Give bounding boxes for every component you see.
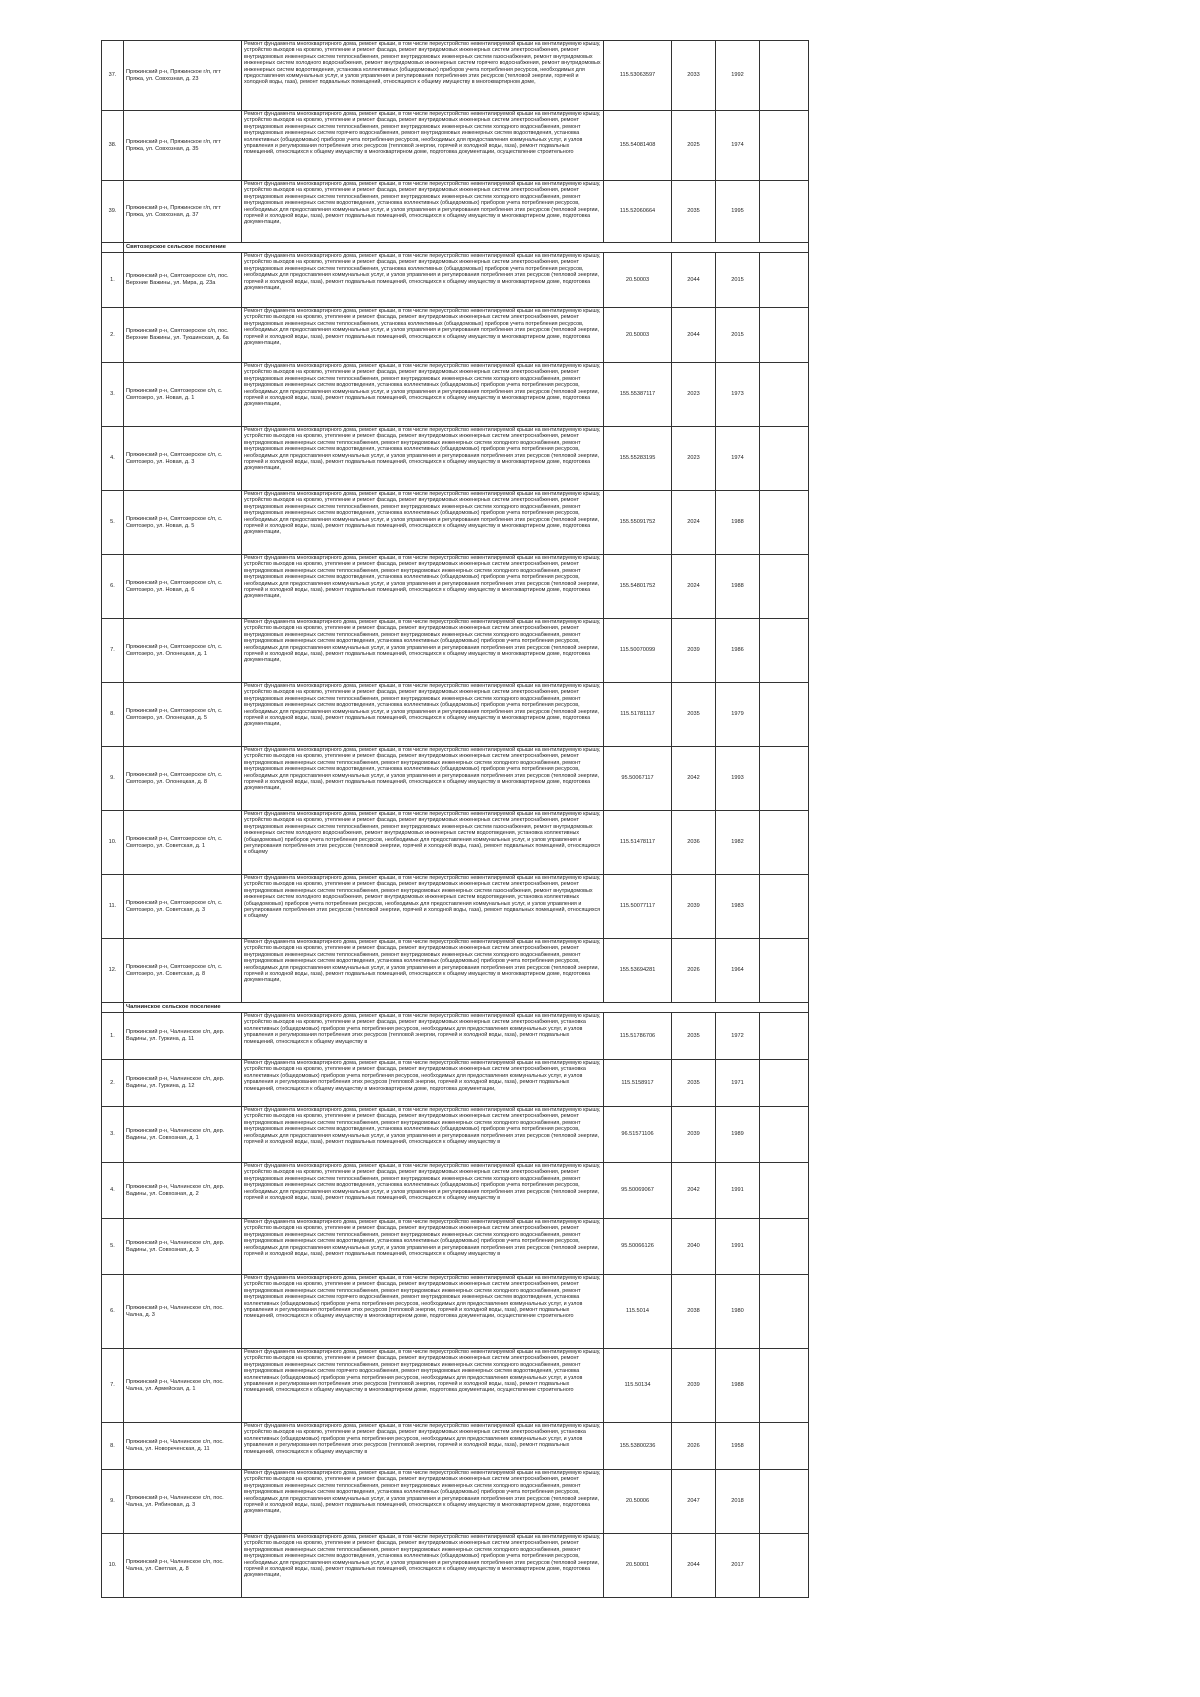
empty-cell: [760, 619, 809, 683]
row-number: 1.: [102, 1013, 124, 1060]
works-text: Ремонт фундамента многоквартирного дома, ремонт крыши, в том числе переустройство невентилируемой крыши на вентилируемую крышу, устройство выходов на кровлю, утепление и ремонт фасада, ремонт внутридомовых инженерных систем электроснабжения, установка коллективных (общедомовых) приборов учета потребления ресурсов, необходимых для предоставления коммунальных услуг, и узлов управления и регулирования потребления этих ресурсов (тепловой энергии, горячей и холодной воды, газа), ремонт подвальных помещений, относящихся к общему имуществу в: [244, 1423, 601, 1455]
row-number: 10.: [102, 811, 124, 875]
area-cell: 155.55387117: [604, 363, 672, 427]
empty-cell: [760, 1349, 809, 1423]
area-cell: 115.5014: [604, 1275, 672, 1349]
repair-program-table: [101, 40, 809, 1598]
works-text: Ремонт фундамента многоквартирного дома, ремонт крыши, в том числе переустройство невентилируемой крыши на вентилируемую крышу, устройство выходов на кровлю, утепление и ремонт фасада, ремонт внутридомовых инженерных систем электроснабжения, ремонт внутридомовых инженерных систем теплоснабжения, ремонт внутридомовых инженерных систем холодного водоснабжения, ремонт внутридомовых инженерных систем водоотведения, установка коллективных (общедомовых) приборов учета потребления ресурсов, необходимых для предоставления коммунальных услуг, и узлов управления и регулирования потребления этих ресурсов (тепловой энергии, горячей и холодной воды, газа), ремонт подвальных помещений, относящихся к общему имуществу в: [244, 1163, 601, 1201]
table-row: [102, 253, 809, 308]
row-number: 6.: [102, 555, 124, 619]
build-year-cell: 1979: [716, 683, 760, 747]
area-cell: 20.50003: [604, 253, 672, 308]
build-year-cell: 1988: [716, 555, 760, 619]
table-row: [102, 1349, 809, 1423]
works-description-cell: [242, 1013, 604, 1060]
area-cell: 115.51781117: [604, 683, 672, 747]
works-text: Ремонт фундамента многоквартирного дома, ремонт крыши, в том числе переустройство невентилируемой крыши на вентилируемую крышу, устройство выходов на кровлю, утепление и ремонт фасада, ремонт внутридомовых инженерных систем электроснабжения, ремонт внутридомовых инженерных систем теплоснабжения, ремонт внутридомовых инженерных систем холодного водоснабжения, ремонт внутридомовых инженерных систем водоотведения, установка коллективных (общедомовых) приборов учета потребления ресурсов, необходимых для предоставления коммунальных услуг, и узлов управления и регулирования потребления этих ресурсов (тепловой энергии, горячей и холодной воды, газа), ремонт подвальных помещений, относящихся к общему имуществу в: [244, 1219, 601, 1257]
build-year-cell: 1993: [716, 747, 760, 811]
works-text: Ремонт фундамента многоквартирного дома, ремонт крыши, в том числе переустройство невентилируемой крыши на вентилируемую крышу, устройство выходов на кровлю, утепление и ремонт фасада, ремонт внутридомовых инженерных систем электроснабжения, ремонт внутридомовых инженерных систем теплоснабжения, ремонт внутридомовых инженерных систем холодного водоснабжения, ремонт внутридомовых инженерных систем водоотведения, установка коллективных (общедомовых) приборов учета потребления ресурсов, необходимых для предоставления коммунальных услуг, и узлов управления и регулирования потребления этих ресурсов (тепловой энергии, горячей и холодной воды, газа), ремонт подвальных помещений, относящихся к общему имуществу в многоквартирном доме, подготовка документации,: [244, 555, 601, 600]
area-cell: 115.50070099: [604, 619, 672, 683]
plan-year-cell: 2042: [672, 1163, 716, 1219]
table-row: [102, 1060, 809, 1107]
address-cell: Пряжинский р-н, Чалнинское с/п, дер. Вадины, ул. Совхозная, д. 2: [124, 1163, 242, 1219]
build-year-cell: 1982: [716, 811, 760, 875]
works-text: Ремонт фундамента многоквартирного дома, ремонт крыши, в том числе переустройство невентилируемой крыши на вентилируемую крышу, устройство выходов на кровлю, утепление и ремонт фасада, ремонт внутридомовых инженерных систем электроснабжения, ремонт внутридомовых инженерных систем теплоснабжения, ремонт внутридомовых инженерных систем холодного водоснабжения, ремонт внутридомовых инженерных систем водоотведения, установка коллективных (общедомовых) приборов учета потребления ресурсов, необходимых для предоставления коммунальных услуг, и узлов управления и регулирования потребления этих ресурсов (тепловой энергии, горячей и холодной воды, газа), ремонт подвальных помещений, относящихся к общему имуществу в: [244, 1107, 601, 1145]
works-text: Ремонт фундамента многоквартирного дома, ремонт крыши, в том числе переустройство невентилируемой крыши на вентилируемую крышу, устройство выходов на кровлю, утепление и ремонт фасада, ремонт внутридомовых инженерных систем электроснабжения, ремонт внутридомовых инженерных систем теплоснабжения, ремонт внутридомовых инженерных систем холодного водоснабжения, ремонт внутридомовых инженерных систем водоотведения, установка коллективных (общедомовых) приборов учета потребления ресурсов, необходимых для предоставления коммунальных услуг, и узлов управления и регулирования потребления этих ресурсов (тепловой энергии, горячей и холодной воды, газа), ремонт подвальных помещений, относящихся к общему имуществу в многоквартирном доме, подготовка документации,: [244, 683, 601, 728]
works-text: Ремонт фундамента многоквартирного дома, ремонт крыши, в том числе переустройство невентилируемой крыши на вентилируемую крышу, устройство выходов на кровлю, утепление и ремонт фасада, ремонт внутридомовых инженерных систем электроснабжения, ремонт внутридомовых инженерных систем теплоснабжения, ремонт внутридомовых инженерных систем холодного водоснабжения, ремонт внутридомовых инженерных систем водоотведения, установка коллективных (общедомовых) приборов учета потребления ресурсов, необходимых для предоставления коммунальных услуг, и узлов управления и регулирования потребления этих ресурсов (тепловой энергии, горячей и холодной воды, газа), ремонт подвальных помещений, относящихся к общему имуществу в многоквартирном доме, подготовка документации,: [244, 619, 601, 664]
build-year-cell: 1991: [716, 1219, 760, 1275]
table-row: [102, 491, 809, 555]
address-cell: Пряжинский р-н, Святозерское с/п, с. Святозеро, ул. Новая, д. 1: [124, 363, 242, 427]
address-cell: Пряжинский р-н, Святозерское с/п, с. Святозеро, ул. Олонецкая, д. 5: [124, 683, 242, 747]
table-row: [102, 683, 809, 747]
address-cell: Пряжинский р-н, Чалнинское с/п, пос. Чална, ул. Армейская, д. 1: [124, 1349, 242, 1423]
plan-year-cell: 2044: [672, 253, 716, 308]
empty-cell: [760, 181, 809, 243]
table-row: [102, 555, 809, 619]
area-cell: 20.50001: [604, 1534, 672, 1598]
area-cell: 95.50066126: [604, 1219, 672, 1275]
works-description-cell: [242, 1470, 604, 1534]
build-year-cell: 1973: [716, 363, 760, 427]
build-year-cell: 1980: [716, 1275, 760, 1349]
plan-year-cell: 2025: [672, 111, 716, 181]
document-page: [101, 40, 808, 1598]
build-year-cell: 1974: [716, 427, 760, 491]
row-number: 6.: [102, 1275, 124, 1349]
row-number: 3.: [102, 1107, 124, 1163]
row-number: 8.: [102, 1423, 124, 1470]
table-row: [102, 363, 809, 427]
row-number: 9.: [102, 1470, 124, 1534]
works-description-cell: [242, 1275, 604, 1349]
table-row: [102, 1275, 809, 1349]
address-cell: Пряжинский р-н, Чалнинское с/п, дер. Вадины, ул. Гуркина, д. 11: [124, 1013, 242, 1060]
works-text: Ремонт фундамента многоквартирного дома, ремонт крыши, в том числе переустройство невентилируемой крыши на вентилируемую крышу, устройство выходов на кровлю, утепление и ремонт фасада, ремонт внутридомовых инженерных систем электроснабжения, ремонт внутридомовых инженерных систем теплоснабжения, ремонт внутридомовых инженерных систем холодного водоснабжения, ремонт внутридомовых инженерных систем горячего водоснабжения, ремонт внутридомовых инженерных систем водоотведения, установка коллективных (общедомовых) приборов учета потребления ресурсов, необходимых для предоставления коммунальных услуг, и узлов управления и регулирования потребления этих ресурсов (тепловой энергии, горячей и холодной воды, газа), ремонт подвальных помещений, относящихся к общему имуществу в многоквартирном доме, подготовка документации, осуществление строительного: [244, 1275, 601, 1320]
works-text: Ремонт фундамента многоквартирного дома, ремонт крыши, в том числе переустройство невентилируемой крыши на вентилируемую крышу, устройство выходов на кровлю, утепление и ремонт фасада, ремонт внутридомовых инженерных систем электроснабжения, ремонт внутридомовых инженерных систем теплоснабжения, ремонт внутридомовых инженерных систем холодного водоснабжения, ремонт внутридомовых инженерных систем водоотведения, установка коллективных (общедомовых) приборов учета потребления ресурсов, необходимых для предоставления коммунальных услуг, и узлов управления и регулирования потребления этих ресурсов (тепловой энергии, горячей и холодной воды, газа), ремонт подвальных помещений, относящихся к общему имуществу в многоквартирном доме, подготовка документации,: [244, 181, 601, 226]
build-year-cell: 1988: [716, 491, 760, 555]
table-row: [102, 1534, 809, 1598]
works-text: Ремонт фундамента многоквартирного дома, ремонт крыши, в том числе переустройство невентилируемой крыши на вентилируемую крышу, устройство выходов на кровлю, утепление и ремонт фасада, ремонт внутридомовых инженерных систем электроснабжения, ремонт внутридомовых инженерных систем теплоснабжения, ремонт внутридомовых инженерных систем холодного водоснабжения, ремонт внутридомовых инженерных систем водоотведения, установка коллективных (общедомовых) приборов учета потребления ресурсов, необходимых для предоставления коммунальных услуг, и узлов управления и регулирования потребления этих ресурсов (тепловой энергии, горячей и холодной воды, газа), ремонт подвальных помещений, относящихся к общему имуществу в многоквартирном доме, подготовка документации,: [244, 1534, 601, 1579]
area-cell: 115.50077117: [604, 875, 672, 939]
table-row: [102, 1470, 809, 1534]
empty-cell: [760, 875, 809, 939]
row-number: 1.: [102, 253, 124, 308]
row-number: 10.: [102, 1534, 124, 1598]
works-description-cell: [242, 875, 604, 939]
plan-year-cell: 2035: [672, 1060, 716, 1107]
table-row: [102, 1423, 809, 1470]
empty-cell: [760, 308, 809, 363]
build-year-cell: 1989: [716, 1107, 760, 1163]
works-text: Ремонт фундамента многоквартирного дома, ремонт крыши, в том числе переустройство невентилируемой крыши на вентилируемую крышу, устройство выходов на кровлю, утепление и ремонт фасада, ремонт внутридомовых инженерных систем электроснабжения, ремонт внутридомовых инженерных систем теплоснабжения, ремонт внутридомовых инженерных систем газоснабжения, ремонт внутридомовых инженерных систем холодного водоснабжения, ремонт внутридомовых инженерных систем водоотведения, установка коллективных (общедомовых) приборов учета потребления ресурсов, необходимых для предоставления коммунальных услуг, и узлов управления и регулирования потребления этих ресурсов (тепловой энергии, горячей и холодной воды, газа), ремонт подвальных помещений, относящихся к общему: [244, 811, 601, 856]
empty-cell: [760, 491, 809, 555]
build-year-cell: 1983: [716, 875, 760, 939]
plan-year-cell: 2039: [672, 619, 716, 683]
row-number: 9.: [102, 747, 124, 811]
plan-year-cell: 2023: [672, 363, 716, 427]
plan-year-cell: 2039: [672, 1107, 716, 1163]
address-cell: Пряжинский р-н, Святозерское с/п, с. Святозеро, ул. Новая, д. 5: [124, 491, 242, 555]
row-number: 12.: [102, 939, 124, 1003]
empty-cell: [760, 1470, 809, 1534]
plan-year-cell: 2044: [672, 1534, 716, 1598]
table-row: [102, 1219, 809, 1275]
row-number: 2.: [102, 1060, 124, 1107]
empty-cell: [760, 1060, 809, 1107]
empty-cell: [760, 427, 809, 491]
section-title: Святозерское сельское поселение: [124, 243, 809, 253]
works-description-cell: [242, 747, 604, 811]
works-description-cell: [242, 111, 604, 181]
empty-cell: [760, 41, 809, 111]
works-description-cell: [242, 1060, 604, 1107]
area-cell: 115.51786706: [604, 1013, 672, 1060]
empty-cell: [760, 747, 809, 811]
row-number: 5.: [102, 491, 124, 555]
build-year-cell: 2015: [716, 308, 760, 363]
table-row: [102, 811, 809, 875]
row-number: 3.: [102, 363, 124, 427]
section-number-cell: [102, 1003, 124, 1013]
works-text: Ремонт фундамента многоквартирного дома, ремонт крыши, в том числе переустройство невентилируемой крыши на вентилируемую крышу, устройство выходов на кровлю, утепление и ремонт фасада, ремонт внутридомовых инженерных систем электроснабжения, ремонт внутридомовых инженерных систем теплоснабжения, ремонт внутридомовых инженерных систем холодного водоснабжения, ремонт внутридомовых инженерных систем горячего водоснабжения, ремонт внутридомовых инженерных систем водоотведения, установка коллективных (общедомовых) приборов учета потребления ресурсов, необходимых для предоставления коммунальных услуг, и узлов управления и регулирования потребления этих ресурсов (тепловой энергии, горячей и холодной воды, газа), ремонт подвальных помещений, относящихся к общему имуществу в многоквартирном доме, подготовка документации, осуществление строительного: [244, 111, 601, 156]
empty-cell: [760, 1163, 809, 1219]
works-description-cell: [242, 427, 604, 491]
empty-cell: [760, 111, 809, 181]
address-cell: Пряжинский р-н, Святозерское с/п, с. Святозеро, ул. Советская, д. 3: [124, 875, 242, 939]
address-cell: Пряжинский р-н, Пряжинское г/п, пгт Пряжа, ул. Совхозная, д. 35: [124, 111, 242, 181]
area-cell: 20.50003: [604, 308, 672, 363]
works-description-cell: [242, 683, 604, 747]
works-text: Ремонт фундамента многоквартирного дома, ремонт крыши, в том числе переустройство невентилируемой крыши на вентилируемую крышу, устройство выходов на кровлю, утепление и ремонт фасада, ремонт внутридомовых инженерных систем электроснабжения, ремонт внутридомовых инженерных систем теплоснабжения, ремонт внутридомовых инженерных систем холодного водоснабжения, ремонт внутридомовых инженерных систем горячего водоснабжения, ремонт внутридомовых инженерных систем водоотведения, установка коллективных (общедомовых) приборов учета потребления ресурсов, необходимых для предоставления коммунальных услуг, и узлов управления и регулирования потребления этих ресурсов (тепловой энергии, горячей и холодной воды, газа), ремонт подвальных помещений, относящихся к общему имуществу в многоквартирном доме, подготовка документации, осуществление строительного: [244, 1349, 601, 1394]
empty-cell: [760, 939, 809, 1003]
table-row: [102, 1013, 809, 1060]
row-number: 4.: [102, 427, 124, 491]
address-cell: Пряжинский р-н, Святозерское с/п, с. Святозеро, ул. Олонецкая, д. 8: [124, 747, 242, 811]
table-row: [102, 427, 809, 491]
row-number: 8.: [102, 683, 124, 747]
build-year-cell: 2015: [716, 253, 760, 308]
works-text: Ремонт фундамента многоквартирного дома, ремонт крыши, в том числе переустройство невентилируемой крыши на вентилируемую крышу, устройство выходов на кровлю, утепление и ремонт фасада, ремонт внутридомовых инженерных систем электроснабжения, ремонт внутридомовых инженерных систем теплоснабжения, установка коллективных (общедомовых) приборов учета потребления ресурсов, необходимых для предоставления коммунальных услуг, и узлов управления и регулирования потребления этих ресурсов (тепловой энергии, горячей и холодной воды, газа), ремонт подвальных помещений, относящихся к общему имуществу в многоквартирном доме, подготовка документации,: [244, 253, 601, 291]
row-number: 11.: [102, 875, 124, 939]
address-cell: Пряжинский р-н, Святозерское с/п, пос. Верхние Важины, ул. Мира, д. 23а: [124, 253, 242, 308]
table-row: [102, 111, 809, 181]
works-description-cell: [242, 1423, 604, 1470]
works-text: Ремонт фундамента многоквартирного дома, ремонт крыши, в том числе переустройство невентилируемой крыши на вентилируемую крышу, устройство выходов на кровлю, утепление и ремонт фасада, ремонт внутридомовых инженерных систем электроснабжения, ремонт внутридомовых инженерных систем теплоснабжения, ремонт внутридомовых инженерных систем холодного водоснабжения, ремонт внутридомовых инженерных систем водоотведения, установка коллективных (общедомовых) приборов учета потребления ресурсов, необходимых для предоставления коммунальных услуг, и узлов управления и регулирования потребления этих ресурсов (тепловой энергии, горячей и холодной воды, газа), ремонт подвальных помещений, относящихся к общему имуществу в многоквартирном доме, подготовка документации,: [244, 747, 601, 792]
area-cell: 115.51478117: [604, 811, 672, 875]
area-cell: 115.53063597: [604, 41, 672, 111]
empty-cell: [760, 1275, 809, 1349]
build-year-cell: 1995: [716, 181, 760, 243]
works-description-cell: [242, 1107, 604, 1163]
table-row: [102, 308, 809, 363]
works-description-cell: [242, 811, 604, 875]
address-cell: Пряжинский р-н, Святозерское с/п, с. Святозеро, ул. Олонецкая, д. 1: [124, 619, 242, 683]
works-description-cell: [242, 1219, 604, 1275]
table-row: [102, 875, 809, 939]
works-text: Ремонт фундамента многоквартирного дома, ремонт крыши, в том числе переустройство невентилируемой крыши на вентилируемую крышу, устройство выходов на кровлю, утепление и ремонт фасада, ремонт внутридомовых инженерных систем электроснабжения, установка коллективных (общедомовых) приборов учета потребления ресурсов, необходимых для предоставления коммунальных услуг, и узлов управления и регулирования потребления этих ресурсов (тепловой энергии, горячей и холодной воды, газа), ремонт подвальных помещений, относящихся к общему имуществу в: [244, 1013, 601, 1045]
build-year-cell: 1991: [716, 1163, 760, 1219]
area-cell: 95.50067117: [604, 747, 672, 811]
works-text: Ремонт фундамента многоквартирного дома, ремонт крыши, в том числе переустройство невентилируемой крыши на вентилируемую крышу, устройство выходов на кровлю, утепление и ремонт фасада, ремонт внутридомовых инженерных систем электроснабжения, ремонт внутридомовых инженерных систем теплоснабжения, ремонт внутридомовых инженерных систем холодного водоснабжения, ремонт внутридомовых инженерных систем водоотведения, установка коллективных (общедомовых) приборов учета потребления ресурсов, необходимых для предоставления коммунальных услуг, и узлов управления и регулирования потребления этих ресурсов (тепловой энергии, горячей и холодной воды, газа), ремонт подвальных помещений, относящихся к общему имуществу в многоквартирном доме, подготовка документации,: [244, 491, 601, 536]
plan-year-cell: 2024: [672, 555, 716, 619]
section-header-row: [102, 1003, 809, 1013]
row-number: 38.: [102, 111, 124, 181]
works-description-cell: [242, 181, 604, 243]
plan-year-cell: 2047: [672, 1470, 716, 1534]
build-year-cell: 1974: [716, 111, 760, 181]
plan-year-cell: 2039: [672, 875, 716, 939]
works-description-cell: [242, 1163, 604, 1219]
works-text: Ремонт фундамента многоквартирного дома, ремонт крыши, в том числе переустройство невентилируемой крыши на вентилируемую крышу, устройство выходов на кровлю, утепление и ремонт фасада, ремонт внутридомовых инженерных систем электроснабжения, ремонт внутридомовых инженерных систем теплоснабжения, ремонт внутридомовых инженерных систем газоснабжения, ремонт внутридомовых инженерных систем холодного водоснабжения, ремонт внутридомовых инженерных систем горячего водоснабжения, ремонт внутридомовых инженерных систем водоотведения, установка коллективных (общедомовых) приборов учета потребления ресурсов, необходимых для предоставления коммунальных услуг, и узлов управления и регулирования потребления этих ресурсов (тепловой энергии, горячей и холодной воды, газа), ремонт подвальных помещений, относящихся к общему имуществу в многоквартирном доме,: [244, 41, 601, 86]
address-cell: Пряжинский р-н, Чалнинское с/п, пос. Чална, д. 3: [124, 1275, 242, 1349]
plan-year-cell: 2042: [672, 747, 716, 811]
build-year-cell: 1992: [716, 41, 760, 111]
empty-cell: [760, 1423, 809, 1470]
address-cell: Пряжинский р-н, Святозерское с/п, с. Святозеро, ул. Советская, д. 8: [124, 939, 242, 1003]
area-cell: 155.55091752: [604, 491, 672, 555]
build-year-cell: 1958: [716, 1423, 760, 1470]
works-description-cell: [242, 41, 604, 111]
area-cell: 115.52060664: [604, 181, 672, 243]
works-description-cell: [242, 308, 604, 363]
address-cell: Пряжинский р-н, Чалнинское с/п, пос. Чална, ул. Новореченская, д. 11: [124, 1423, 242, 1470]
plan-year-cell: 2024: [672, 491, 716, 555]
works-text: Ремонт фундамента многоквартирного дома, ремонт крыши, в том числе переустройство невентилируемой крыши на вентилируемую крышу, устройство выходов на кровлю, утепление и ремонт фасада, ремонт внутридомовых инженерных систем электроснабжения, ремонт внутридомовых инженерных систем теплоснабжения, ремонт внутридомовых инженерных систем газоснабжения, ремонт внутридомовых инженерных систем холодного водоснабжения, ремонт внутридомовых инженерных систем водоотведения, установка коллективных (общедомовых) приборов учета потребления ресурсов, необходимых для предоставления коммунальных услуг, и узлов управления и регулирования потребления этих ресурсов (тепловой энергии, горячей и холодной воды, газа), ремонт подвальных помещений, относящихся к общему: [244, 875, 601, 920]
section-header-row: [102, 243, 809, 253]
works-description-cell: [242, 363, 604, 427]
empty-cell: [760, 1013, 809, 1060]
build-year-cell: 1972: [716, 1013, 760, 1060]
area-cell: 155.55283195: [604, 427, 672, 491]
row-number: 39.: [102, 181, 124, 243]
build-year-cell: 2018: [716, 1470, 760, 1534]
address-cell: Пряжинский р-н, Пряжинское г/п, пгт Пряжа, ул. Совхозная, д. 23: [124, 41, 242, 111]
build-year-cell: 2017: [716, 1534, 760, 1598]
works-description-cell: [242, 939, 604, 1003]
works-description-cell: [242, 619, 604, 683]
row-number: 4.: [102, 1163, 124, 1219]
area-cell: 115.50134: [604, 1349, 672, 1423]
address-cell: Пряжинский р-н, Чалнинское с/п, дер. Вадины, ул. Совхозная, д. 1: [124, 1107, 242, 1163]
plan-year-cell: 2038: [672, 1275, 716, 1349]
plan-year-cell: 2026: [672, 939, 716, 1003]
address-cell: Пряжинский р-н, Святозерское с/п, пос. Верхние Важины, ул. Тукшинская, д. 6а: [124, 308, 242, 363]
build-year-cell: 1971: [716, 1060, 760, 1107]
works-text: Ремонт фундамента многоквартирного дома, ремонт крыши, в том числе переустройство невентилируемой крыши на вентилируемую крышу, устройство выходов на кровлю, утепление и ремонт фасада, ремонт внутридомовых инженерных систем электроснабжения, ремонт внутридомовых инженерных систем теплоснабжения, ремонт внутридомовых инженерных систем холодного водоснабжения, ремонт внутридомовых инженерных систем водоотведения, установка коллективных (общедомовых) приборов учета потребления ресурсов, необходимых для предоставления коммунальных услуг, и узлов управления и регулирования потребления этих ресурсов (тепловой энергии, горячей и холодной воды, газа), ремонт подвальных помещений, относящихся к общему имуществу в многоквартирном доме, подготовка документации,: [244, 939, 601, 984]
address-cell: Пряжинский р-н, Чалнинское с/п, дер. Вадины, ул. Совхозная, д. 3: [124, 1219, 242, 1275]
plan-year-cell: 2026: [672, 1423, 716, 1470]
address-cell: Пряжинский р-н, Пряжинское г/п, пгт Пряжа, ул. Совхозная, д. 37: [124, 181, 242, 243]
empty-cell: [760, 1107, 809, 1163]
table-row: [102, 1107, 809, 1163]
row-number: 7.: [102, 1349, 124, 1423]
area-cell: 155.53800236: [604, 1423, 672, 1470]
works-text: Ремонт фундамента многоквартирного дома, ремонт крыши, в том числе переустройство невентилируемой крыши на вентилируемую крышу, устройство выходов на кровлю, утепление и ремонт фасада, ремонт внутридомовых инженерных систем электроснабжения, ремонт внутридомовых инженерных систем теплоснабжения, установка коллективных (общедомовых) приборов учета потребления ресурсов, необходимых для предоставления коммунальных услуг, и узлов управления и регулирования потребления этих ресурсов (тепловой энергии, горячей и холодной воды, газа), ремонт подвальных помещений, относящихся к общему имуществу в многоквартирном доме, подготовка документации,: [244, 308, 601, 346]
works-description-cell: [242, 491, 604, 555]
plan-year-cell: 2035: [672, 1013, 716, 1060]
row-number: 37.: [102, 41, 124, 111]
empty-cell: [760, 1534, 809, 1598]
table-row: [102, 619, 809, 683]
table-row: [102, 939, 809, 1003]
works-description-cell: [242, 555, 604, 619]
works-description-cell: [242, 1534, 604, 1598]
area-cell: 155.53694281: [604, 939, 672, 1003]
empty-cell: [760, 363, 809, 427]
table-row: [102, 41, 809, 111]
row-number: 2.: [102, 308, 124, 363]
section-number-cell: [102, 243, 124, 253]
row-number: 7.: [102, 619, 124, 683]
plan-year-cell: 2040: [672, 1219, 716, 1275]
works-description-cell: [242, 1349, 604, 1423]
plan-year-cell: 2033: [672, 41, 716, 111]
table-row: [102, 747, 809, 811]
plan-year-cell: 2044: [672, 308, 716, 363]
plan-year-cell: 2039: [672, 1349, 716, 1423]
empty-cell: [760, 683, 809, 747]
address-cell: Пряжинский р-н, Святозерское с/п, с. Святозеро, ул. Новая, д. 6: [124, 555, 242, 619]
address-cell: Пряжинский р-н, Чалнинское с/п, пос. Чална, ул. Рябиновая, д. 3: [124, 1470, 242, 1534]
works-text: Ремонт фундамента многоквартирного дома, ремонт крыши, в том числе переустройство невентилируемой крыши на вентилируемую крышу, устройство выходов на кровлю, утепление и ремонт фасада, ремонт внутридомовых инженерных систем электроснабжения, ремонт внутридомовых инженерных систем теплоснабжения, ремонт внутридомовых инженерных систем холодного водоснабжения, ремонт внутридомовых инженерных систем водоотведения, установка коллективных (общедомовых) приборов учета потребления ресурсов, необходимых для предоставления коммунальных услуг, и узлов управления и регулирования потребления этих ресурсов (тепловой энергии, горячей и холодной воды, газа), ремонт подвальных помещений, относящихся к общему имуществу в многоквартирном доме, подготовка документации,: [244, 427, 601, 472]
works-description-cell: [242, 253, 604, 308]
address-cell: Пряжинский р-н, Святозерское с/п, с. Святозеро, ул. Новая, д. 3: [124, 427, 242, 491]
area-cell: 95.50069067: [604, 1163, 672, 1219]
plan-year-cell: 2036: [672, 811, 716, 875]
address-cell: Пряжинский р-н, Чалнинское с/п, дер. Вадины, ул. Гуркина, д. 12: [124, 1060, 242, 1107]
address-cell: Пряжинский р-н, Чалнинское с/п, пос. Чална, ул. Светлая, д. 8: [124, 1534, 242, 1598]
empty-cell: [760, 555, 809, 619]
area-cell: 115.5158917: [604, 1060, 672, 1107]
works-text: Ремонт фундамента многоквартирного дома, ремонт крыши, в том числе переустройство невентилируемой крыши на вентилируемую крышу, устройство выходов на кровлю, утепление и ремонт фасада, ремонт внутридомовых инженерных систем электроснабжения, установка коллективных (общедомовых) приборов учета потребления ресурсов, необходимых для предоставления коммунальных услуг, и узлов управления и регулирования потребления этих ресурсов (тепловой энергии, горячей и холодной воды, газа), ремонт подвальных помещений, относящихся к общему имуществу в многоквартирном доме, подготовка документации,: [244, 1060, 601, 1092]
build-year-cell: 1964: [716, 939, 760, 1003]
address-cell: Пряжинский р-н, Святозерское с/п, с. Святозеро, ул. Советская, д. 1: [124, 811, 242, 875]
plan-year-cell: 2023: [672, 427, 716, 491]
area-cell: 155.54081408: [604, 111, 672, 181]
works-text: Ремонт фундамента многоквартирного дома, ремонт крыши, в том числе переустройство невентилируемой крыши на вентилируемую крышу, устройство выходов на кровлю, утепление и ремонт фасада, ремонт внутридомовых инженерных систем электроснабжения, ремонт внутридомовых инженерных систем теплоснабжения, ремонт внутридомовых инженерных систем холодного водоснабжения, ремонт внутридомовых инженерных систем водоотведения, установка коллективных (общедомовых) приборов учета потребления ресурсов, необходимых для предоставления коммунальных услуг, и узлов управления и регулирования потребления этих ресурсов (тепловой энергии, горячей и холодной воды, газа), ремонт подвальных помещений, относящихся к общему имуществу в многоквартирном доме, подготовка документации,: [244, 1470, 601, 1515]
plan-year-cell: 2035: [672, 181, 716, 243]
area-cell: 155.54801752: [604, 555, 672, 619]
area-cell: 20.50006: [604, 1470, 672, 1534]
empty-cell: [760, 1219, 809, 1275]
build-year-cell: 1988: [716, 1349, 760, 1423]
row-number: 5.: [102, 1219, 124, 1275]
area-cell: 96.51571106: [604, 1107, 672, 1163]
empty-cell: [760, 811, 809, 875]
table-row: [102, 1163, 809, 1219]
table-row: [102, 181, 809, 243]
empty-cell: [760, 253, 809, 308]
works-text: Ремонт фундамента многоквартирного дома, ремонт крыши, в том числе переустройство невентилируемой крыши на вентилируемую крышу, устройство выходов на кровлю, утепление и ремонт фасада, ремонт внутридомовых инженерных систем электроснабжения, ремонт внутридомовых инженерных систем теплоснабжения, ремонт внутридомовых инженерных систем холодного водоснабжения, ремонт внутридомовых инженерных систем водоотведения, установка коллективных (общедомовых) приборов учета потребления ресурсов, необходимых для предоставления коммунальных услуг, и узлов управления и регулирования потребления этих ресурсов (тепловой энергии, горячей и холодной воды, газа), ремонт подвальных помещений, относящихся к общему имуществу в многоквартирном доме, подготовка документации,: [244, 363, 601, 408]
section-title: Чалнинское сельское поселение: [124, 1003, 809, 1013]
plan-year-cell: 2035: [672, 683, 716, 747]
build-year-cell: 1986: [716, 619, 760, 683]
